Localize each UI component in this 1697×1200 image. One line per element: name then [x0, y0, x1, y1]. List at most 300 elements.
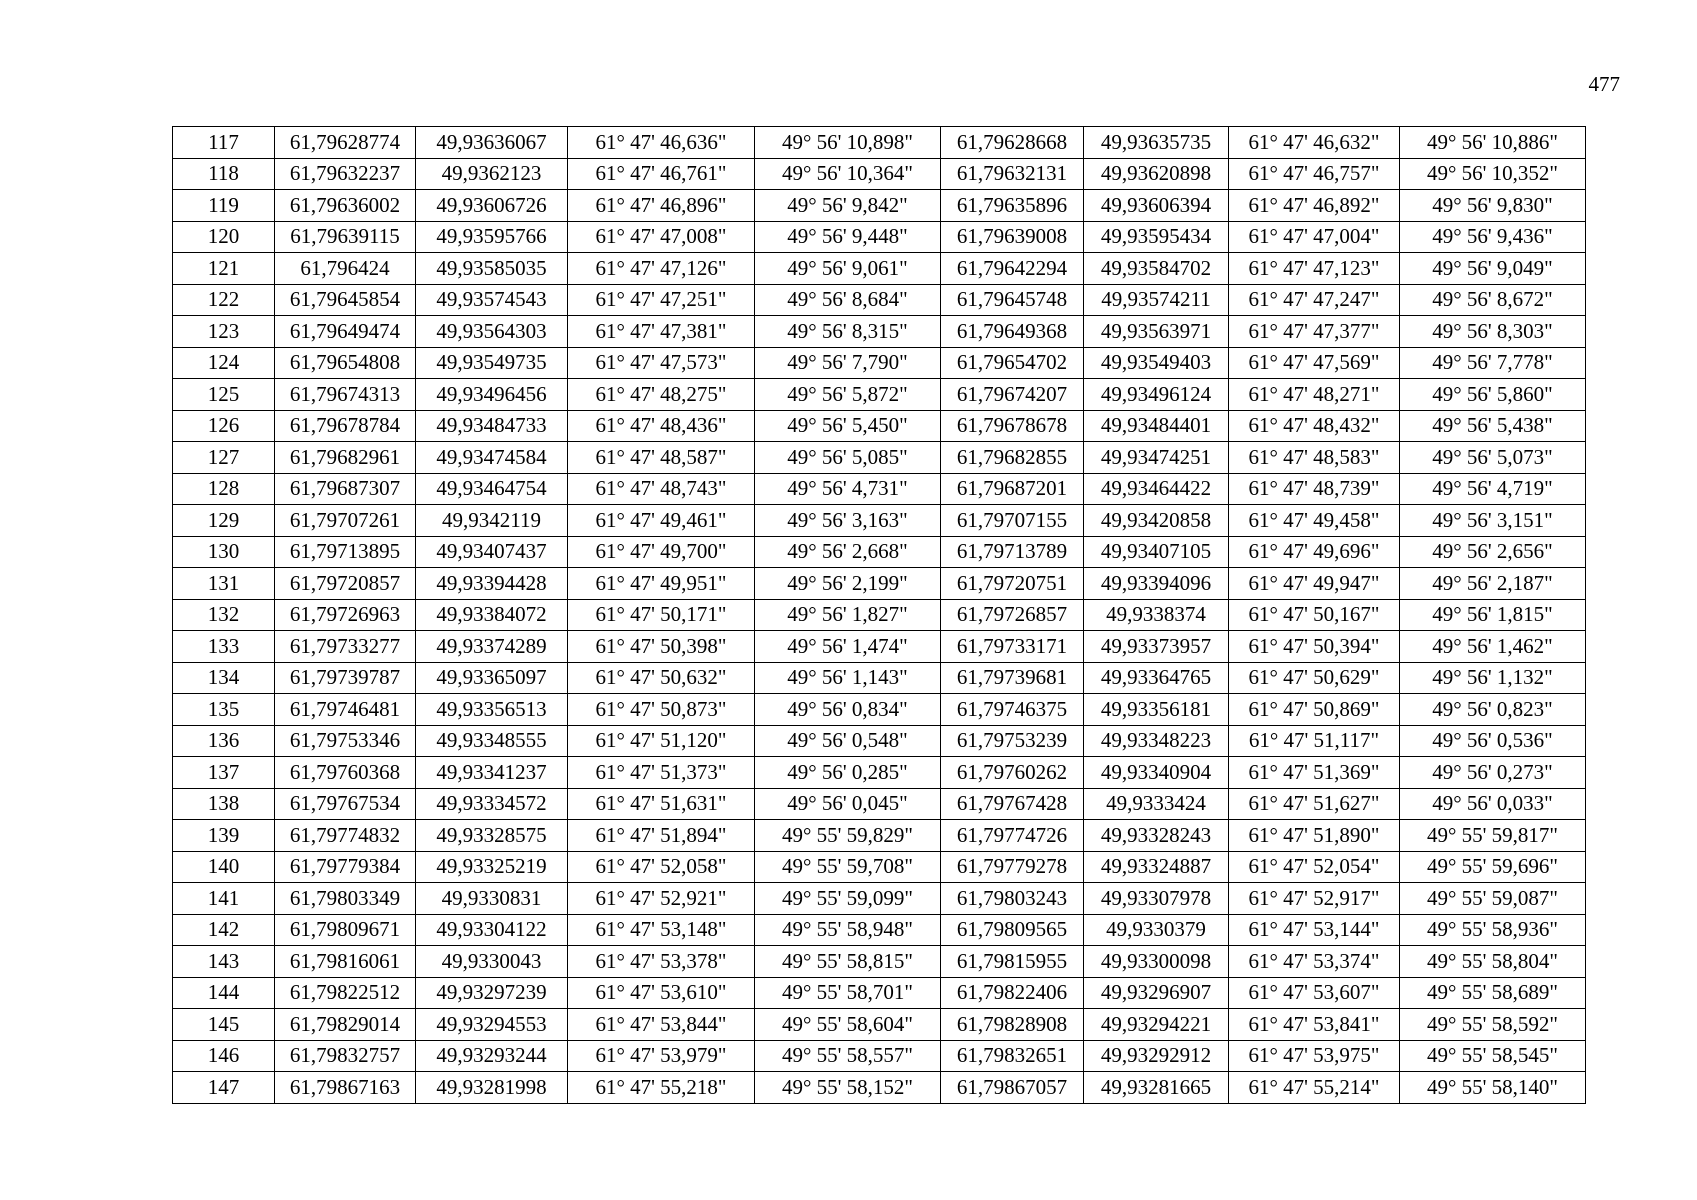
latitude-decimal-cell: 61,79707261 — [275, 505, 416, 537]
latitude-dms-2-cell: 61° 47' 51,627" — [1229, 788, 1400, 820]
point-number-cell: 142 — [173, 914, 275, 946]
latitude-dms-cell: 61° 47' 48,587" — [568, 442, 755, 474]
longitude-decimal-cell: 49,93595766 — [416, 221, 568, 253]
longitude-decimal-2-cell: 49,93348223 — [1084, 725, 1229, 757]
latitude-decimal-cell: 61,79682961 — [275, 442, 416, 474]
table-row — [173, 631, 1586, 663]
longitude-dms-cell: 49° 55' 58,948" — [755, 914, 941, 946]
latitude-decimal-cell: 61,79733277 — [275, 631, 416, 663]
table-row — [173, 883, 1586, 915]
point-number-cell: 141 — [173, 883, 275, 915]
latitude-dms-cell: 61° 47' 53,378" — [568, 946, 755, 978]
longitude-decimal-2-cell: 49,93584702 — [1084, 253, 1229, 285]
table-row — [173, 158, 1586, 190]
longitude-dms-cell: 49° 55' 58,701" — [755, 977, 941, 1009]
latitude-dms-cell: 61° 47' 46,761" — [568, 158, 755, 190]
table-row — [173, 127, 1586, 159]
latitude-decimal-cell: 61,79739787 — [275, 662, 416, 694]
latitude-dms-2-cell: 61° 47' 53,975" — [1229, 1040, 1400, 1072]
latitude-decimal-2-cell: 61,79674207 — [941, 379, 1084, 411]
table-row — [173, 820, 1586, 852]
longitude-decimal-2-cell: 49,93373957 — [1084, 631, 1229, 663]
longitude-dms-2-cell: 49° 56' 10,352" — [1400, 158, 1586, 190]
latitude-dms-cell: 61° 47' 52,058" — [568, 851, 755, 883]
point-number-cell: 136 — [173, 725, 275, 757]
latitude-decimal-2-cell: 61,79815955 — [941, 946, 1084, 978]
latitude-decimal-cell: 61,79803349 — [275, 883, 416, 915]
longitude-dms-2-cell: 49° 55' 58,936" — [1400, 914, 1586, 946]
table-row — [173, 914, 1586, 946]
point-number-cell: 137 — [173, 757, 275, 789]
table-row — [173, 190, 1586, 222]
longitude-decimal-cell: 49,9330043 — [416, 946, 568, 978]
latitude-dms-cell: 61° 47' 51,373" — [568, 757, 755, 789]
longitude-dms-cell: 49° 56' 9,842" — [755, 190, 941, 222]
latitude-decimal-cell: 61,79829014 — [275, 1009, 416, 1041]
longitude-decimal-cell: 49,93365097 — [416, 662, 568, 694]
table-row — [173, 694, 1586, 726]
longitude-decimal-cell: 49,93374289 — [416, 631, 568, 663]
latitude-dms-2-cell: 61° 47' 51,117" — [1229, 725, 1400, 757]
table-row — [173, 946, 1586, 978]
latitude-dms-cell: 61° 47' 50,632" — [568, 662, 755, 694]
latitude-decimal-2-cell: 61,79632131 — [941, 158, 1084, 190]
latitude-dms-2-cell: 61° 47' 49,696" — [1229, 536, 1400, 568]
latitude-dms-2-cell: 61° 47' 52,054" — [1229, 851, 1400, 883]
longitude-decimal-2-cell: 49,93281665 — [1084, 1072, 1229, 1104]
point-number-cell: 119 — [173, 190, 275, 222]
latitude-decimal-2-cell: 61,79720751 — [941, 568, 1084, 600]
longitude-decimal-2-cell: 49,93484401 — [1084, 410, 1229, 442]
latitude-dms-cell: 61° 47' 53,979" — [568, 1040, 755, 1072]
longitude-dms-2-cell: 49° 56' 10,886" — [1400, 127, 1586, 159]
latitude-dms-cell: 61° 47' 46,896" — [568, 190, 755, 222]
longitude-decimal-cell: 49,93564303 — [416, 316, 568, 348]
longitude-decimal-2-cell: 49,93496124 — [1084, 379, 1229, 411]
point-number-cell: 138 — [173, 788, 275, 820]
longitude-decimal-cell: 49,93484733 — [416, 410, 568, 442]
point-number-cell: 139 — [173, 820, 275, 852]
longitude-dms-cell: 49° 56' 8,315" — [755, 316, 941, 348]
longitude-decimal-2-cell: 49,93635735 — [1084, 127, 1229, 159]
longitude-dms-cell: 49° 56' 0,285" — [755, 757, 941, 789]
longitude-decimal-cell: 49,93636067 — [416, 127, 568, 159]
longitude-dms-2-cell: 49° 56' 3,151" — [1400, 505, 1586, 537]
point-number-cell: 120 — [173, 221, 275, 253]
latitude-dms-2-cell: 61° 47' 50,167" — [1229, 599, 1400, 631]
longitude-decimal-cell: 49,93348555 — [416, 725, 568, 757]
longitude-decimal-2-cell: 49,93420858 — [1084, 505, 1229, 537]
table-row — [173, 977, 1586, 1009]
latitude-decimal-cell: 61,79720857 — [275, 568, 416, 600]
longitude-decimal-2-cell: 49,93356181 — [1084, 694, 1229, 726]
longitude-decimal-2-cell: 49,93292912 — [1084, 1040, 1229, 1072]
longitude-decimal-cell: 49,93325219 — [416, 851, 568, 883]
longitude-dms-2-cell: 49° 56' 2,656" — [1400, 536, 1586, 568]
longitude-dms-cell: 49° 56' 1,143" — [755, 662, 941, 694]
latitude-dms-cell: 61° 47' 49,461" — [568, 505, 755, 537]
point-number-cell: 123 — [173, 316, 275, 348]
latitude-decimal-2-cell: 61,79707155 — [941, 505, 1084, 537]
longitude-dms-2-cell: 49° 56' 9,830" — [1400, 190, 1586, 222]
longitude-decimal-2-cell: 49,93620898 — [1084, 158, 1229, 190]
coordinates-table — [172, 126, 1586, 1104]
longitude-dms-cell: 49° 56' 4,731" — [755, 473, 941, 505]
table-row — [173, 410, 1586, 442]
longitude-dms-cell: 49° 55' 58,604" — [755, 1009, 941, 1041]
point-number-cell: 140 — [173, 851, 275, 883]
latitude-decimal-2-cell: 61,79628668 — [941, 127, 1084, 159]
longitude-decimal-2-cell: 49,93364765 — [1084, 662, 1229, 694]
table-row — [173, 725, 1586, 757]
latitude-decimal-2-cell: 61,79687201 — [941, 473, 1084, 505]
latitude-dms-2-cell: 61° 47' 49,458" — [1229, 505, 1400, 537]
latitude-dms-cell: 61° 47' 47,381" — [568, 316, 755, 348]
table-row — [173, 473, 1586, 505]
longitude-dms-cell: 49° 56' 0,045" — [755, 788, 941, 820]
table-row — [173, 221, 1586, 253]
latitude-decimal-cell: 61,79867163 — [275, 1072, 416, 1104]
longitude-dms-cell: 49° 56' 2,199" — [755, 568, 941, 600]
latitude-decimal-cell: 61,79746481 — [275, 694, 416, 726]
latitude-decimal-2-cell: 61,79828908 — [941, 1009, 1084, 1041]
latitude-dms-2-cell: 61° 47' 55,214" — [1229, 1072, 1400, 1104]
latitude-dms-2-cell: 61° 47' 53,841" — [1229, 1009, 1400, 1041]
longitude-dms-2-cell: 49° 56' 5,073" — [1400, 442, 1586, 474]
latitude-decimal-cell: 61,79816061 — [275, 946, 416, 978]
longitude-dms-2-cell: 49° 56' 0,033" — [1400, 788, 1586, 820]
longitude-decimal-cell: 49,93304122 — [416, 914, 568, 946]
latitude-decimal-cell: 61,79822512 — [275, 977, 416, 1009]
latitude-dms-cell: 61° 47' 46,636" — [568, 127, 755, 159]
latitude-dms-2-cell: 61° 47' 48,583" — [1229, 442, 1400, 474]
longitude-decimal-2-cell: 49,93606394 — [1084, 190, 1229, 222]
longitude-dms-2-cell: 49° 55' 59,087" — [1400, 883, 1586, 915]
longitude-decimal-2-cell: 49,93563971 — [1084, 316, 1229, 348]
latitude-decimal-2-cell: 61,79713789 — [941, 536, 1084, 568]
latitude-decimal-cell: 61,79687307 — [275, 473, 416, 505]
latitude-dms-cell: 61° 47' 53,844" — [568, 1009, 755, 1041]
latitude-dms-2-cell: 61° 47' 48,739" — [1229, 473, 1400, 505]
table-row — [173, 1072, 1586, 1104]
longitude-decimal-2-cell: 49,93394096 — [1084, 568, 1229, 600]
longitude-dms-cell: 49° 56' 5,872" — [755, 379, 941, 411]
longitude-dms-2-cell: 49° 56' 9,436" — [1400, 221, 1586, 253]
longitude-decimal-2-cell: 49,93549403 — [1084, 347, 1229, 379]
latitude-dms-cell: 61° 47' 47,126" — [568, 253, 755, 285]
longitude-dms-cell: 49° 56' 2,668" — [755, 536, 941, 568]
latitude-decimal-cell: 61,79753346 — [275, 725, 416, 757]
latitude-dms-cell: 61° 47' 53,610" — [568, 977, 755, 1009]
latitude-dms-2-cell: 61° 47' 48,271" — [1229, 379, 1400, 411]
longitude-dms-cell: 49° 56' 5,450" — [755, 410, 941, 442]
latitude-dms-cell: 61° 47' 47,251" — [568, 284, 755, 316]
latitude-dms-2-cell: 61° 47' 46,892" — [1229, 190, 1400, 222]
table-row — [173, 253, 1586, 285]
latitude-dms-2-cell: 61° 47' 53,607" — [1229, 977, 1400, 1009]
longitude-decimal-2-cell: 49,93474251 — [1084, 442, 1229, 474]
longitude-dms-cell: 49° 55' 59,708" — [755, 851, 941, 883]
latitude-dms-cell: 61° 47' 48,436" — [568, 410, 755, 442]
latitude-decimal-2-cell: 61,79767428 — [941, 788, 1084, 820]
table-row — [173, 379, 1586, 411]
table-row — [173, 1040, 1586, 1072]
point-number-cell: 135 — [173, 694, 275, 726]
table-body — [173, 127, 1586, 1104]
latitude-dms-cell: 61° 47' 51,631" — [568, 788, 755, 820]
point-number-cell: 117 — [173, 127, 275, 159]
latitude-decimal-cell: 61,79649474 — [275, 316, 416, 348]
longitude-dms-2-cell: 49° 56' 5,438" — [1400, 410, 1586, 442]
latitude-dms-2-cell: 61° 47' 47,004" — [1229, 221, 1400, 253]
longitude-decimal-cell: 49,93281998 — [416, 1072, 568, 1104]
longitude-decimal-cell: 49,93407437 — [416, 536, 568, 568]
latitude-dms-cell: 61° 47' 48,743" — [568, 473, 755, 505]
latitude-decimal-cell: 61,796424 — [275, 253, 416, 285]
longitude-dms-2-cell: 49° 56' 8,672" — [1400, 284, 1586, 316]
point-number-cell: 146 — [173, 1040, 275, 1072]
latitude-dms-cell: 61° 47' 50,171" — [568, 599, 755, 631]
longitude-dms-2-cell: 49° 55' 58,545" — [1400, 1040, 1586, 1072]
longitude-decimal-2-cell: 49,93307978 — [1084, 883, 1229, 915]
latitude-dms-cell: 61° 47' 47,573" — [568, 347, 755, 379]
latitude-decimal-2-cell: 61,79822406 — [941, 977, 1084, 1009]
longitude-decimal-cell: 49,93464754 — [416, 473, 568, 505]
latitude-decimal-cell: 61,79832757 — [275, 1040, 416, 1072]
latitude-decimal-2-cell: 61,79803243 — [941, 883, 1084, 915]
latitude-decimal-cell: 61,79632237 — [275, 158, 416, 190]
longitude-decimal-2-cell: 49,9333424 — [1084, 788, 1229, 820]
table-row — [173, 536, 1586, 568]
point-number-cell: 130 — [173, 536, 275, 568]
latitude-decimal-cell: 61,79779384 — [275, 851, 416, 883]
longitude-decimal-cell: 49,93341237 — [416, 757, 568, 789]
point-number-cell: 144 — [173, 977, 275, 1009]
latitude-decimal-2-cell: 61,79654702 — [941, 347, 1084, 379]
latitude-decimal-cell: 61,79713895 — [275, 536, 416, 568]
longitude-decimal-2-cell: 49,93407105 — [1084, 536, 1229, 568]
longitude-dms-2-cell: 49° 55' 58,592" — [1400, 1009, 1586, 1041]
point-number-cell: 127 — [173, 442, 275, 474]
latitude-dms-2-cell: 61° 47' 53,144" — [1229, 914, 1400, 946]
latitude-decimal-2-cell: 61,79678678 — [941, 410, 1084, 442]
longitude-dms-2-cell: 49° 56' 0,823" — [1400, 694, 1586, 726]
latitude-decimal-2-cell: 61,79832651 — [941, 1040, 1084, 1072]
table-row — [173, 505, 1586, 537]
longitude-dms-cell: 49° 55' 59,829" — [755, 820, 941, 852]
latitude-dms-2-cell: 61° 47' 46,757" — [1229, 158, 1400, 190]
latitude-decimal-2-cell: 61,79779278 — [941, 851, 1084, 883]
longitude-decimal-2-cell: 49,93595434 — [1084, 221, 1229, 253]
longitude-dms-2-cell: 49° 56' 0,536" — [1400, 725, 1586, 757]
longitude-dms-cell: 49° 56' 10,898" — [755, 127, 941, 159]
latitude-decimal-cell: 61,79628774 — [275, 127, 416, 159]
page-number: 477 — [1588, 72, 1620, 96]
longitude-dms-2-cell: 49° 56' 7,778" — [1400, 347, 1586, 379]
longitude-dms-2-cell: 49° 55' 58,140" — [1400, 1072, 1586, 1104]
latitude-decimal-2-cell: 61,79682855 — [941, 442, 1084, 474]
latitude-dms-2-cell: 61° 47' 51,369" — [1229, 757, 1400, 789]
latitude-dms-2-cell: 61° 47' 48,432" — [1229, 410, 1400, 442]
table-row — [173, 599, 1586, 631]
latitude-dms-cell: 61° 47' 50,398" — [568, 631, 755, 663]
latitude-decimal-cell: 61,79767534 — [275, 788, 416, 820]
latitude-decimal-2-cell: 61,79867057 — [941, 1072, 1084, 1104]
latitude-dms-cell: 61° 47' 53,148" — [568, 914, 755, 946]
longitude-dms-cell: 49° 55' 58,557" — [755, 1040, 941, 1072]
longitude-dms-cell: 49° 56' 1,474" — [755, 631, 941, 663]
longitude-dms-cell: 49° 55' 58,815" — [755, 946, 941, 978]
longitude-dms-2-cell: 49° 56' 1,815" — [1400, 599, 1586, 631]
longitude-dms-cell: 49° 56' 10,364" — [755, 158, 941, 190]
latitude-decimal-2-cell: 61,79733171 — [941, 631, 1084, 663]
longitude-dms-cell: 49° 56' 5,085" — [755, 442, 941, 474]
longitude-decimal-2-cell: 49,93300098 — [1084, 946, 1229, 978]
longitude-decimal-cell: 49,9342119 — [416, 505, 568, 537]
longitude-dms-cell: 49° 56' 9,448" — [755, 221, 941, 253]
longitude-decimal-cell: 49,93606726 — [416, 190, 568, 222]
latitude-dms-2-cell: 61° 47' 53,374" — [1229, 946, 1400, 978]
latitude-decimal-cell: 61,79726963 — [275, 599, 416, 631]
latitude-dms-cell: 61° 47' 51,120" — [568, 725, 755, 757]
latitude-dms-2-cell: 61° 47' 49,947" — [1229, 568, 1400, 600]
longitude-dms-2-cell: 49° 56' 5,860" — [1400, 379, 1586, 411]
longitude-decimal-cell: 49,93334572 — [416, 788, 568, 820]
longitude-decimal-cell: 49,93549735 — [416, 347, 568, 379]
longitude-decimal-2-cell: 49,93294221 — [1084, 1009, 1229, 1041]
latitude-decimal-2-cell: 61,79809565 — [941, 914, 1084, 946]
longitude-decimal-2-cell: 49,93464422 — [1084, 473, 1229, 505]
table-row — [173, 284, 1586, 316]
longitude-dms-cell: 49° 56' 3,163" — [755, 505, 941, 537]
longitude-dms-2-cell: 49° 55' 58,804" — [1400, 946, 1586, 978]
longitude-decimal-2-cell: 49,93340904 — [1084, 757, 1229, 789]
latitude-decimal-2-cell: 61,79774726 — [941, 820, 1084, 852]
longitude-dms-2-cell: 49° 56' 1,462" — [1400, 631, 1586, 663]
latitude-dms-2-cell: 61° 47' 47,123" — [1229, 253, 1400, 285]
longitude-decimal-cell: 49,93297239 — [416, 977, 568, 1009]
table-row — [173, 1009, 1586, 1041]
point-number-cell: 129 — [173, 505, 275, 537]
latitude-dms-2-cell: 61° 47' 50,629" — [1229, 662, 1400, 694]
latitude-dms-2-cell: 61° 47' 50,869" — [1229, 694, 1400, 726]
longitude-decimal-cell: 49,93394428 — [416, 568, 568, 600]
point-number-cell: 133 — [173, 631, 275, 663]
latitude-dms-2-cell: 61° 47' 47,569" — [1229, 347, 1400, 379]
longitude-decimal-cell: 49,93496456 — [416, 379, 568, 411]
latitude-dms-2-cell: 61° 47' 51,890" — [1229, 820, 1400, 852]
longitude-dms-cell: 49° 56' 0,548" — [755, 725, 941, 757]
longitude-decimal-cell: 49,93384072 — [416, 599, 568, 631]
longitude-dms-cell: 49° 56' 1,827" — [755, 599, 941, 631]
point-number-cell: 143 — [173, 946, 275, 978]
longitude-dms-cell: 49° 55' 58,152" — [755, 1072, 941, 1104]
table-row — [173, 851, 1586, 883]
point-number-cell: 131 — [173, 568, 275, 600]
longitude-decimal-2-cell: 49,9338374 — [1084, 599, 1229, 631]
latitude-decimal-2-cell: 61,79746375 — [941, 694, 1084, 726]
longitude-dms-cell: 49° 55' 59,099" — [755, 883, 941, 915]
longitude-decimal-2-cell: 49,9330379 — [1084, 914, 1229, 946]
latitude-decimal-cell: 61,79809671 — [275, 914, 416, 946]
longitude-decimal-2-cell: 49,93574211 — [1084, 284, 1229, 316]
longitude-dms-2-cell: 49° 56' 9,049" — [1400, 253, 1586, 285]
latitude-dms-cell: 61° 47' 48,275" — [568, 379, 755, 411]
longitude-decimal-cell: 49,93574543 — [416, 284, 568, 316]
point-number-cell: 125 — [173, 379, 275, 411]
longitude-decimal-cell: 49,93356513 — [416, 694, 568, 726]
latitude-decimal-cell: 61,79654808 — [275, 347, 416, 379]
longitude-dms-2-cell: 49° 56' 8,303" — [1400, 316, 1586, 348]
latitude-dms-cell: 61° 47' 49,700" — [568, 536, 755, 568]
longitude-decimal-2-cell: 49,93296907 — [1084, 977, 1229, 1009]
table-row — [173, 568, 1586, 600]
latitude-decimal-2-cell: 61,79760262 — [941, 757, 1084, 789]
longitude-dms-2-cell: 49° 56' 0,273" — [1400, 757, 1586, 789]
latitude-decimal-2-cell: 61,79642294 — [941, 253, 1084, 285]
latitude-decimal-2-cell: 61,79635896 — [941, 190, 1084, 222]
longitude-decimal-cell: 49,93328575 — [416, 820, 568, 852]
point-number-cell: 134 — [173, 662, 275, 694]
latitude-dms-cell: 61° 47' 55,218" — [568, 1072, 755, 1104]
point-number-cell: 145 — [173, 1009, 275, 1041]
longitude-dms-2-cell: 49° 56' 1,132" — [1400, 662, 1586, 694]
point-number-cell: 118 — [173, 158, 275, 190]
longitude-dms-2-cell: 49° 55' 58,689" — [1400, 977, 1586, 1009]
longitude-dms-cell: 49° 56' 7,790" — [755, 347, 941, 379]
point-number-cell: 132 — [173, 599, 275, 631]
longitude-dms-2-cell: 49° 55' 59,696" — [1400, 851, 1586, 883]
latitude-dms-2-cell: 61° 47' 50,394" — [1229, 631, 1400, 663]
point-number-cell: 121 — [173, 253, 275, 285]
point-number-cell: 124 — [173, 347, 275, 379]
table-row — [173, 788, 1586, 820]
latitude-decimal-cell: 61,79674313 — [275, 379, 416, 411]
point-number-cell: 122 — [173, 284, 275, 316]
table-row — [173, 757, 1586, 789]
latitude-dms-cell: 61° 47' 52,921" — [568, 883, 755, 915]
latitude-dms-2-cell: 61° 47' 47,377" — [1229, 316, 1400, 348]
latitude-dms-cell: 61° 47' 47,008" — [568, 221, 755, 253]
longitude-decimal-cell: 49,9362123 — [416, 158, 568, 190]
latitude-dms-cell: 61° 47' 51,894" — [568, 820, 755, 852]
longitude-decimal-2-cell: 49,93324887 — [1084, 851, 1229, 883]
latitude-decimal-cell: 61,79678784 — [275, 410, 416, 442]
latitude-decimal-2-cell: 61,79645748 — [941, 284, 1084, 316]
latitude-decimal-cell: 61,79636002 — [275, 190, 416, 222]
longitude-decimal-cell: 49,9330831 — [416, 883, 568, 915]
latitude-dms-2-cell: 61° 47' 46,632" — [1229, 127, 1400, 159]
latitude-decimal-cell: 61,79639115 — [275, 221, 416, 253]
latitude-dms-cell: 61° 47' 50,873" — [568, 694, 755, 726]
longitude-decimal-cell: 49,93293244 — [416, 1040, 568, 1072]
longitude-decimal-2-cell: 49,93328243 — [1084, 820, 1229, 852]
longitude-dms-cell: 49° 56' 8,684" — [755, 284, 941, 316]
latitude-decimal-cell: 61,79774832 — [275, 820, 416, 852]
point-number-cell: 126 — [173, 410, 275, 442]
table-row — [173, 347, 1586, 379]
point-number-cell: 128 — [173, 473, 275, 505]
longitude-decimal-cell: 49,93294553 — [416, 1009, 568, 1041]
longitude-decimal-cell: 49,93474584 — [416, 442, 568, 474]
latitude-dms-2-cell: 61° 47' 52,917" — [1229, 883, 1400, 915]
longitude-dms-2-cell: 49° 56' 2,187" — [1400, 568, 1586, 600]
latitude-dms-cell: 61° 47' 49,951" — [568, 568, 755, 600]
table-row — [173, 316, 1586, 348]
latitude-decimal-2-cell: 61,79726857 — [941, 599, 1084, 631]
table-row — [173, 442, 1586, 474]
latitude-decimal-2-cell: 61,79649368 — [941, 316, 1084, 348]
